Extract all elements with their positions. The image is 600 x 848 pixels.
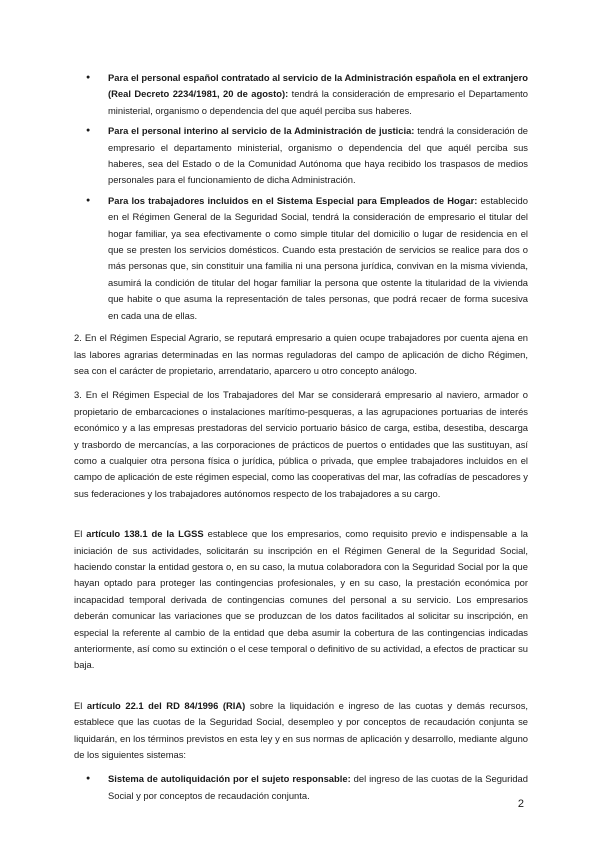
article-reference: artículo 22.1 del RD 84/1996 (RIA)	[86, 699, 246, 711]
text-prefix: El	[74, 699, 87, 711]
bullet-text: establecido en el Régimen General de la Seguridad Social, tendrá la consideración de empresario el titular del hogar familiar, ya sea efectivamente o como simple titular del domicilio o lugar de residencia en el que se presten los servicios domésticos. Cuando esta prestación de servicios se realice para dos o más personas que, sin constituir una familia ni una persona jurídica, convivan en la misma vivienda, asumirá la condición de titular del hogar familiar la persona que ostente la titularidad de la vivienda que habite o que asuma la representación de tales personas, que podrá recaer de forma sucesiva en cada una de ellas.	[108, 194, 528, 321]
paragraph-regimen-agrario: 2. En el Régimen Especial Agrario, se reputará empresario a quien ocupe trabajadores por cuenta ajena en las labores agrarias determinadas en las normas reguladoras del campo de aplicación de dicho Régimen, sea con el carácter de propietario, arrendatario, aparcero u otro concepto análogo.	[74, 332, 528, 376]
list-item	[74, 70, 528, 119]
paragraph-text: establece que los empresarios, como requisito previo e indispensable a la iniciación de sus actividades, solicitarán su inscripción en el Régimen General de la Seguridad Social, haciendo constar la entidad gestora o, en su caso, la mutua colaboradora con la Seguridad Social por la que hayan optado para proteger las contingencias profesionales, y en su caso, la prestación económica por incapacidad temporal derivada de contingencias comunes del personal a su servicio. Los empresarios deberán comunicar las variaciones que se produzcan de los datos facilitados al solicitar su inscripción, en especial la referente al cambio de la entidad que deba asumir la cobertura de las contingencias indicadas anteriormente, así como su extinción o el cese temporal o definitivo de su actividad, a efectos de practicar su baja.	[74, 528, 528, 671]
bullet-list-employers	[74, 70, 528, 324]
list-item	[74, 193, 528, 324]
text-prefix: El	[74, 528, 87, 540]
bullet-heading: Para el personal interino al servicio de la Administración de justicia:	[108, 125, 415, 137]
paragraph-articulo-22	[74, 698, 528, 764]
bullet-list-systems	[74, 771, 528, 804]
bullet-text: del ingreso de las cuotas de la Seguridad Social y por conceptos de recaudación conjunta.	[108, 773, 528, 801]
bullet-heading: Sistema de autoliquidación por el sujeto responsable:	[108, 773, 351, 785]
list-item	[74, 771, 528, 804]
paragraph-text: sobre la liquidación e ingreso de las cuotas y demás recursos, establece que las cuotas de la Seguridad Social, desempleo y por conceptos de recaudación conjunta se liquidarán, en los términos previstos en esta ley y en sus normas de aplicación y desarrollo, mediante alguno de los siguientes sistemas:	[74, 699, 528, 761]
spacer	[74, 682, 528, 698]
paragraph-regimen-mar: 3. En el Régimen Especial de los Trabajadores del Mar se considerará empresario al naviero, armador o propietario de embarcaciones o instalaciones marítimo-pesqueras, a las agrupaciones portuarias de interés económico y a las empresas prestadoras del servicio portuario básico de carga, estiba, desestiba, descarga y trasbordo de mercancías, a las corporaciones de prácticos de puertos o entidades que las sustituyan, así como a cualquier otra persona física o jurídica, pública o privada, que emplee trabajadores incluidos en el campo de aplicación de este régimen especial, como las cooperativas del mar, las cofradías de pescadores y sus federaciones y los trabajadores autónomos respecto de los trabajadores a su cargo.	[74, 389, 528, 499]
bullet-text: tendrá la consideración de empresario el departamento ministerial, organismo o dependencia del que aquél perciba sus haberes, sea del Estado o de la Comunidad Autónoma que haya recibido los traspasos de medios personales para el funcionamiento de dicha Administración.	[108, 125, 528, 186]
article-reference: artículo 138.1 de la LGSS	[86, 528, 204, 540]
page-number: 2	[517, 798, 524, 810]
bullet-heading: Para los trabajadores incluidos en el Sistema Especial para Empleados de Hogar:	[108, 194, 478, 206]
bullet-heading: Para el personal español contratado al servicio de la Administración española en el extranjero (Real Decreto 2234/1981, 20 de agosto):	[108, 72, 528, 100]
paragraph-articulo-138	[74, 526, 528, 674]
list-item	[74, 123, 528, 189]
document-body	[74, 70, 528, 810]
bullet-text: tendrá la consideración de empresario el Departamento ministerial, organismo o dependencia del que aquél perciba sus haberes.	[108, 88, 528, 116]
spacer	[74, 510, 528, 526]
